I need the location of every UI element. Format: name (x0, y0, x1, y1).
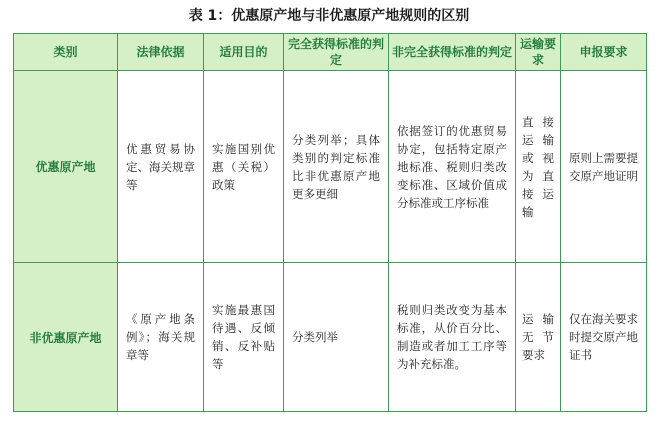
row-category-preferential: 优惠原产地 (14, 71, 118, 263)
cell-not-wholly-obtained: 依据签订的优惠贸易协定，包括特定原产地标准、税则归类改变标准、区域价值成分标准或工序标准 (389, 71, 516, 263)
header-purpose: 适用目的 (204, 34, 284, 71)
header-not-wholly-obtained: 非完全获得标准的判定 (389, 34, 516, 71)
cell-purpose: 实施国别优惠（关税）政策 (204, 71, 284, 263)
cell-wholly-obtained: 分类列举；具体类别的判定标准比非优惠原产地更多更细 (284, 71, 389, 263)
header-legal-basis: 法律依据 (118, 34, 204, 71)
cell-legal-basis: 优惠贸易协定、海关规章等 (118, 71, 204, 263)
row-category-non-preferential: 非优惠原产地 (14, 263, 118, 412)
cell-declaration: 仅在海关要求时提交原产地证书 (561, 263, 647, 412)
table-caption: 表 1：优惠原产地与非优惠原产地规则的区别 (188, 8, 470, 24)
cell-wholly-obtained: 分类列举 (284, 263, 389, 412)
cell-transport: 直接运输或视为直接运输 (516, 71, 561, 263)
cell-not-wholly-obtained: 税则归类改变为基本标准，从价百分比、制造或者加工工序等为补充标准。 (389, 263, 516, 412)
header-row (14, 34, 647, 71)
cell-transport: 运输无节要求 (516, 263, 561, 412)
header-category: 类别 (14, 34, 118, 71)
cell-legal-basis: 《原产地条例》；海关规章等 (118, 263, 204, 412)
table-row (14, 263, 647, 412)
header-transport: 运输要求 (516, 34, 561, 71)
table-row (14, 71, 647, 263)
cell-declaration: 原则上需要提交原产地证明 (561, 71, 647, 263)
header-wholly-obtained: 完全获得标准的判定 (284, 34, 389, 71)
origin-rules-table (13, 33, 647, 412)
cell-purpose: 实施最惠国待遇、反倾销、反补贴等 (204, 263, 284, 412)
header-declaration: 申报要求 (561, 34, 647, 71)
